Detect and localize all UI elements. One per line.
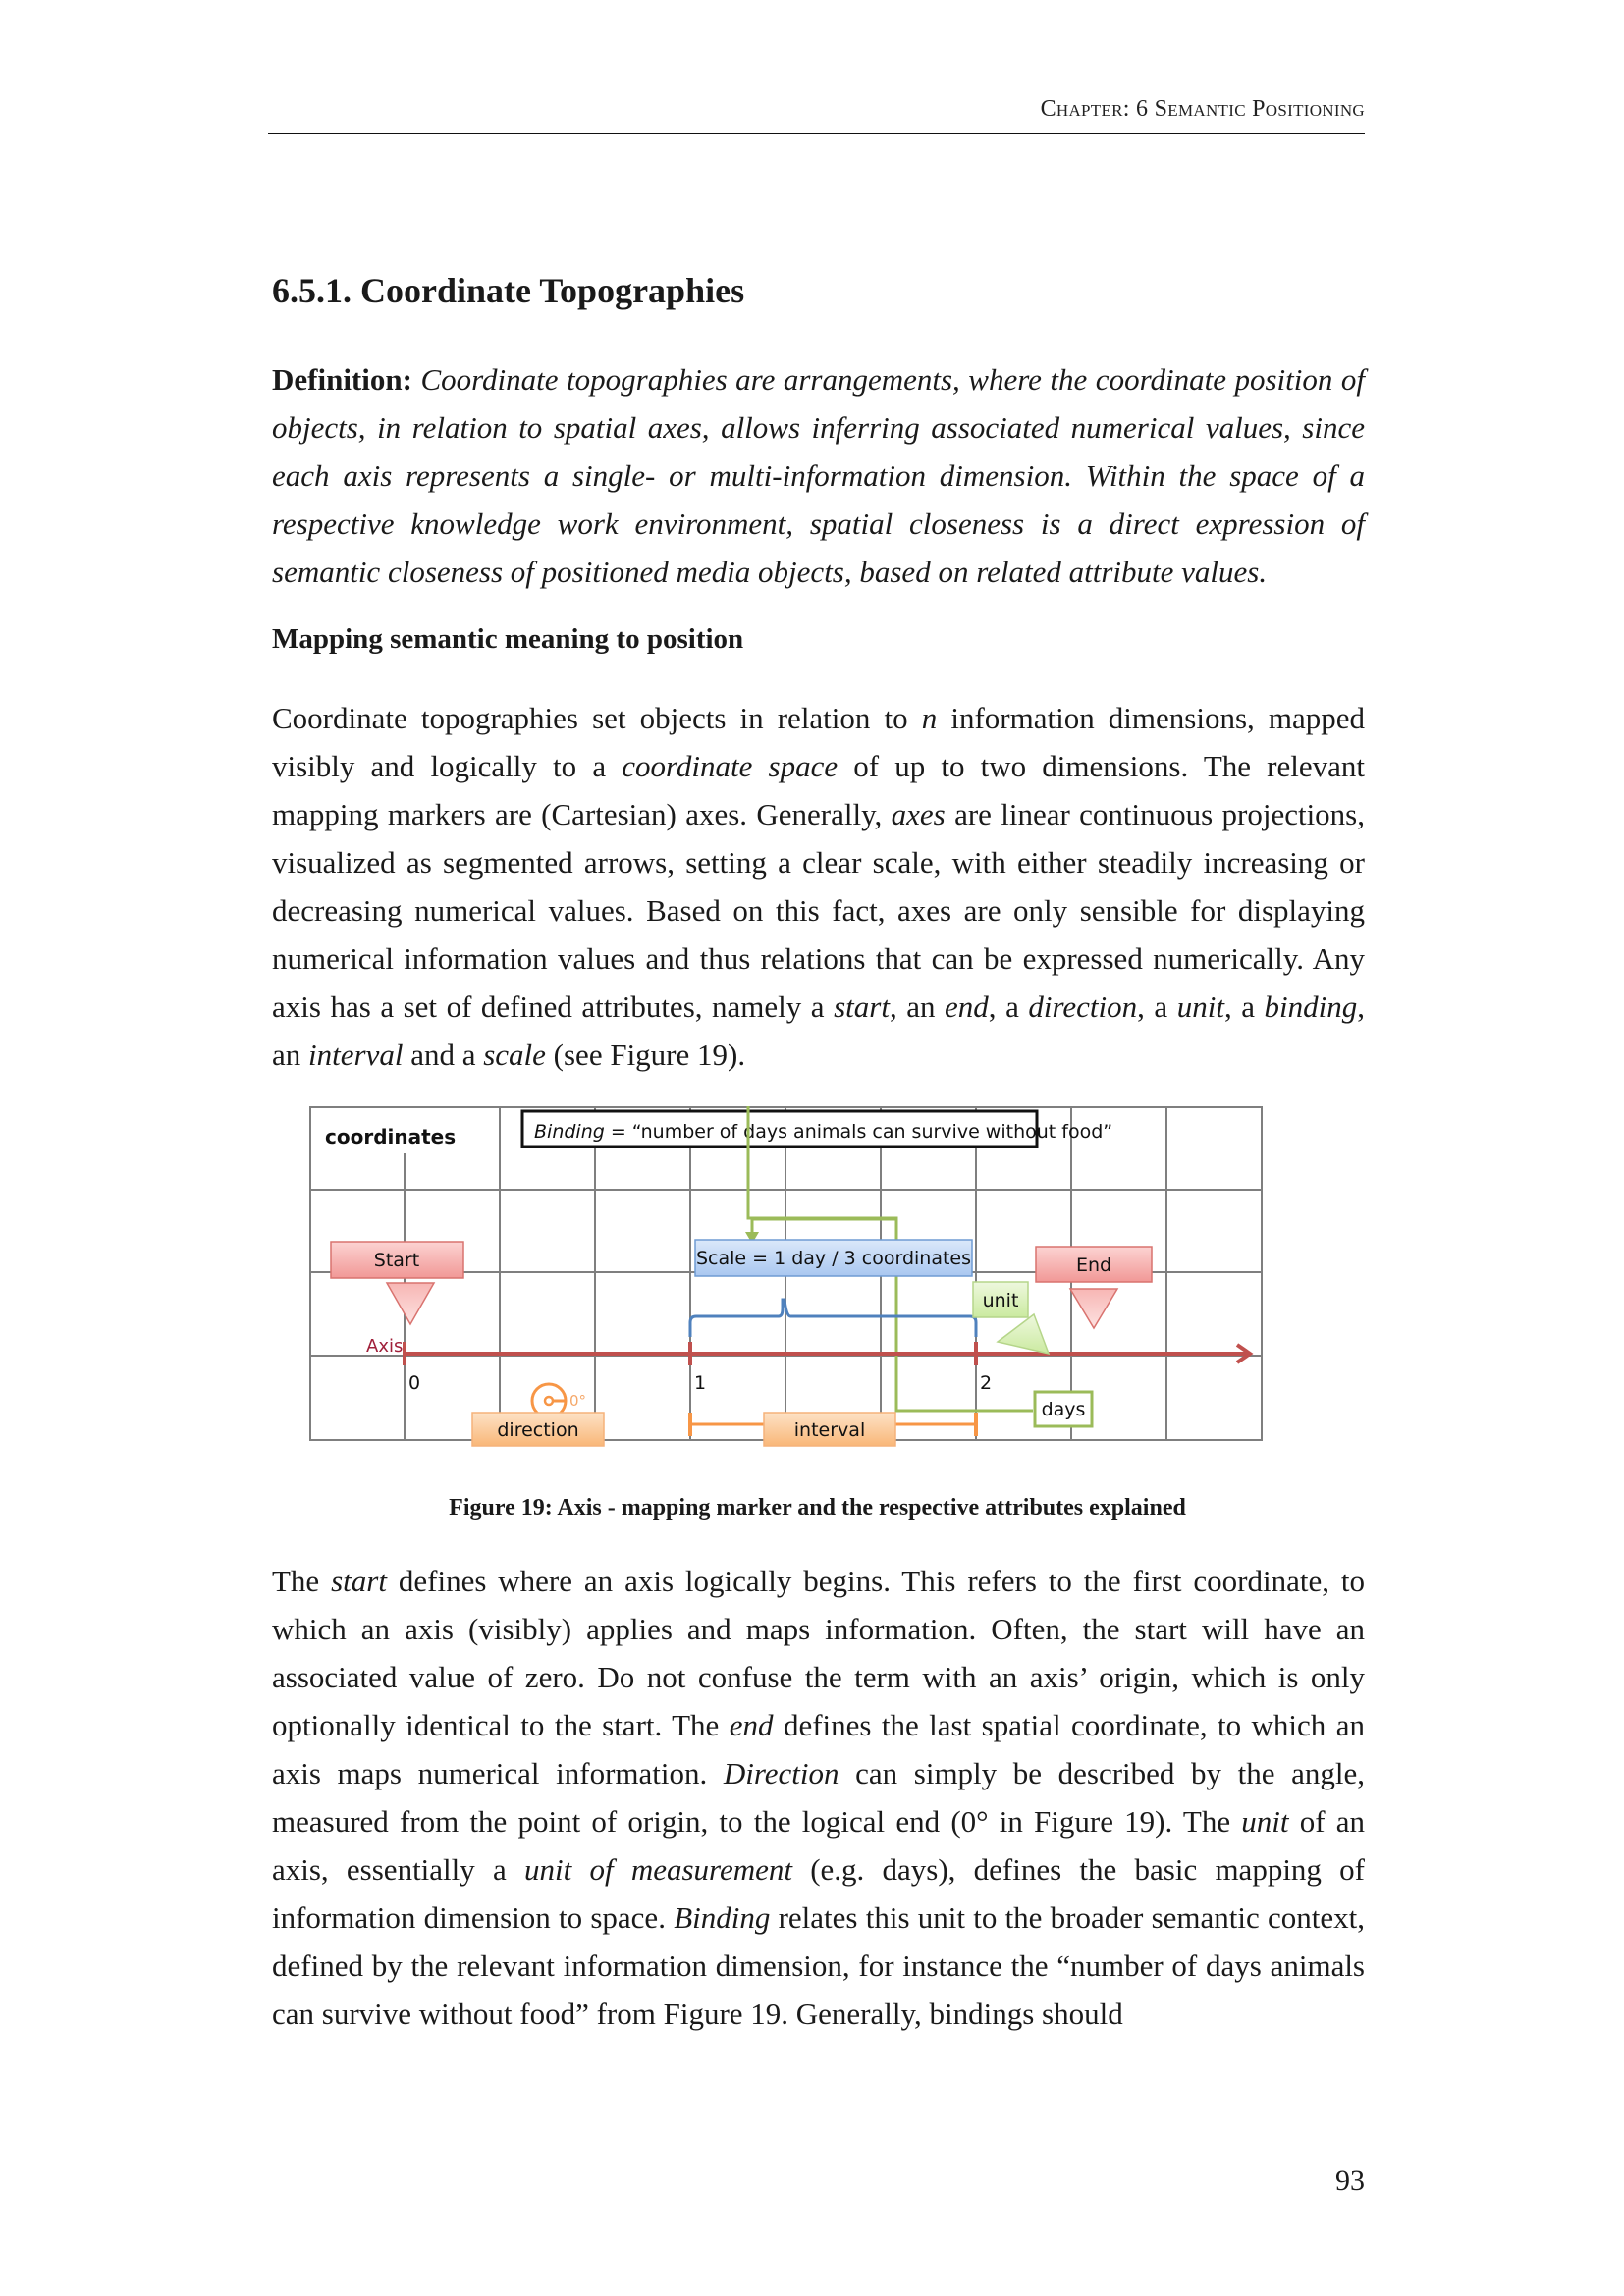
term-scale: scale: [483, 1038, 546, 1072]
term-end: end: [729, 1708, 774, 1742]
figure-caption: Figure 19: Axis - mapping marker and the respective attributes explained: [449, 1495, 1186, 1521]
text-run: defines where an axis logically begins. This refers to the first coordinate, to which an axis (visibly) applies and maps information. Often, the start will have an associated value of zero. Do not confuse the term with an axis’ origin, which is only optionally identical to the start. The: [272, 1564, 1365, 1742]
term-end: end: [945, 989, 989, 1024]
tick-label-2: 2: [980, 1372, 993, 1394]
text-run: , a: [1223, 989, 1265, 1024]
subsection-heading: Mapping semantic meaning to position: [272, 623, 744, 655]
term-axes: axes: [891, 797, 946, 831]
text-run: , a: [988, 989, 1029, 1024]
text-run: information dimensions, mapped visibly and logically to a: [272, 701, 1365, 783]
text-run: The: [272, 1564, 332, 1598]
text-run: and a: [403, 1038, 484, 1072]
days-label: days: [1041, 1399, 1086, 1420]
end-marker-icon: [1070, 1289, 1117, 1328]
unit-label: unit: [982, 1290, 1019, 1311]
text-run: (e.g. days), defines the basic mapping of information dimension to space.: [272, 1852, 1365, 1935]
binding-label: Binding = “number of days animals can survive without food”: [534, 1121, 1113, 1143]
running-head: Chapter: 6 Semantic Positioning: [1040, 96, 1365, 122]
term-unit: unit: [1241, 1804, 1289, 1839]
direction-label: direction: [497, 1419, 579, 1441]
term-coordinate-space: coordinate space: [622, 749, 839, 783]
start-marker-icon: [387, 1283, 434, 1324]
text-run: relates this unit to the broader semantic context, defined by the relevant information dimension, for instance the “number of days animals can survive without food” from Figure 19. Generally, bindings should: [272, 1900, 1365, 2031]
text-run: , an: [889, 989, 946, 1024]
text-run: of up to two dimensions. The relevant mapping markers are (Cartesian) axes. Generally,: [272, 749, 1365, 831]
tick-label-1: 1: [694, 1372, 707, 1394]
term-start: start: [834, 989, 890, 1024]
figure-axis-diagram: [309, 1106, 1264, 1462]
term-direction: direction: [1028, 989, 1138, 1024]
text-run: defines the last spatial coordinate, to which an axis maps numerical information.: [272, 1708, 1365, 1790]
text-run: can simply be described by the angle, measured from the point of origin, to the logical end (0° in Figure 19). The: [272, 1756, 1365, 1839]
section-title: 6.5.1. Coordinate Topographies: [272, 271, 745, 310]
text-run: of an axis, essentially a: [272, 1804, 1365, 1887]
term-binding: Binding: [674, 1900, 771, 1935]
tick-label-0: 0: [408, 1372, 421, 1394]
text-run: Coordinate topographies set objects in relation to: [272, 701, 922, 735]
term-unit-of-measurement: unit of measurement: [524, 1852, 792, 1887]
direction-angle: 0°: [569, 1392, 587, 1410]
text-run: are linear continuous projections, visualized as segmented arrows, setting a clear scale, with either steadily increasing or decreasing numerical values. Based on this fact, axes are only sensible for displaying numerical information values and thus relations that can be expressed numerically. Any axis has a set of defined attributes, namely a: [272, 797, 1365, 1024]
end-label: End: [1075, 1255, 1112, 1276]
term-start: start: [331, 1564, 387, 1598]
text-run: , a: [1137, 989, 1177, 1024]
term-direction: Direction: [723, 1756, 839, 1790]
start-label: Start: [373, 1250, 420, 1271]
scale-label: Scale = 1 day / 3 coordinates: [695, 1248, 972, 1269]
text-run: (see Figure 19).: [545, 1038, 746, 1072]
interval-label: interval: [793, 1419, 866, 1441]
scale-brace: [690, 1300, 976, 1337]
body-paragraph-2: [272, 1557, 1365, 2038]
header-rule: [268, 133, 1365, 134]
definition-paragraph: [272, 355, 1365, 596]
term-n: n: [921, 701, 938, 735]
coordinates-label: coordinates: [325, 1125, 457, 1148]
term-unit: unit: [1176, 989, 1224, 1024]
text-run: , an: [272, 989, 1366, 1072]
page-number: 93: [1335, 2164, 1365, 2197]
definition-text: Coordinate topographies are arrangements, where the coordinate position of objects, in relation to spatial axes, allows inferring associated numerical values, since each axis represents a single- or multi-information dimension. Within the space of a respective knowledge work environment, spatial closeness is a direct expression of semantic closeness of positioned media objects, based on related attribute values.: [272, 362, 1365, 589]
term-interval: interval: [308, 1038, 404, 1072]
axis-label: Axis: [366, 1336, 404, 1357]
body-paragraph-1: [272, 694, 1365, 1079]
term-binding: binding: [1264, 989, 1358, 1024]
unit-pointer-icon: [998, 1314, 1049, 1354]
definition-label: Definition:: [272, 362, 412, 397]
